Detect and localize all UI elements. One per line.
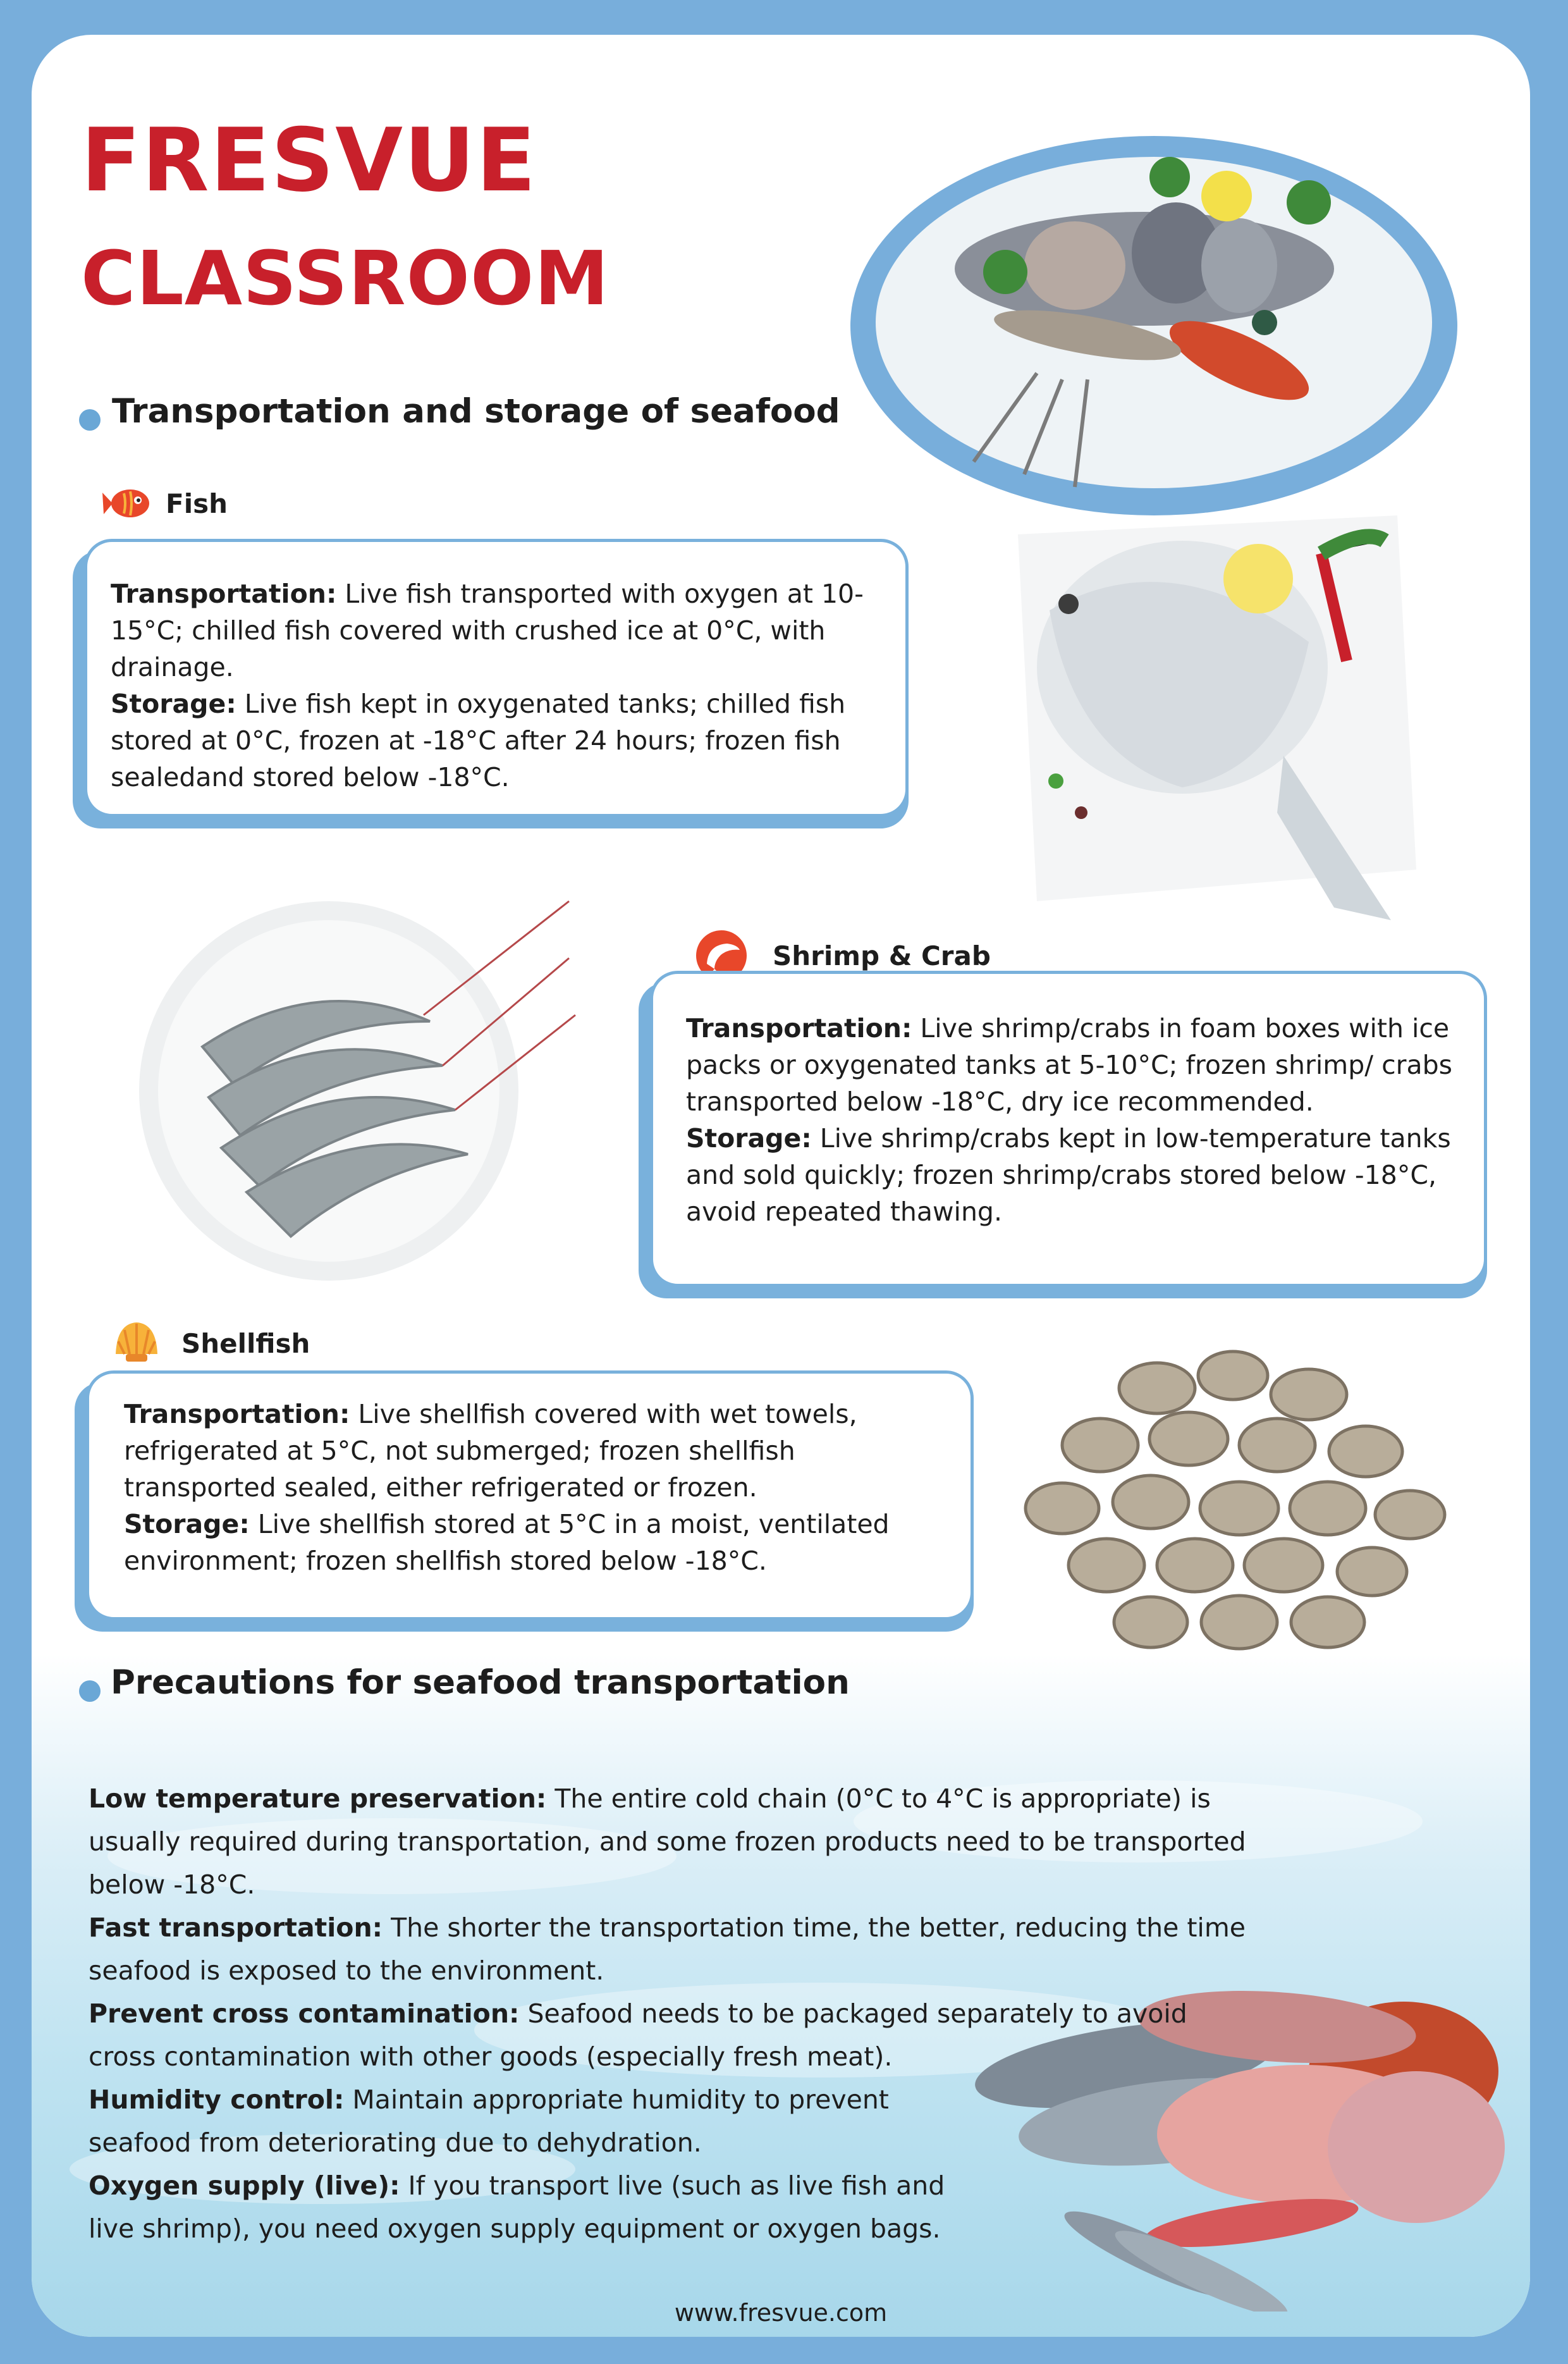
fish-transport-label: Transportation:	[111, 579, 337, 609]
shellfish-storage-label: Storage:	[124, 1509, 250, 1539]
clams-image	[1005, 1338, 1461, 1692]
precaution-item: Fast transportation: The shorter the transportation time, the better, reducing the time seafood is exposed to the environment.	[89, 1912, 1246, 1986]
content-card	[32, 35, 1530, 2337]
precaution-item: Humidity control: Maintain appropriate humidity to prevent seafood from deteriorating due to dehydration.	[89, 2084, 889, 2158]
category-fish	[101, 477, 228, 529]
category-label-shellfish: Shellfish	[181, 1327, 310, 1359]
shrimp-storage-label: Storage:	[686, 1123, 812, 1154]
shrimp-transport-label: Transportation:	[686, 1013, 912, 1043]
category-label-shrimp: Shrimp & Crab	[773, 940, 991, 971]
section-title-storage: Transportation and storage of seafood	[112, 392, 840, 431]
category-shellfish	[111, 1317, 310, 1369]
fish-icon	[101, 477, 153, 529]
precautions-list	[89, 1777, 1252, 2250]
fish-storage-label: Storage:	[111, 689, 236, 719]
shrimp-transport-text: Live shrimp/crabs in foam boxes with ice packs or oxygenated tanks at 5-10°C; frozen shrimp/ crabs transported below -18°C, dry ice recommended.	[686, 1013, 1453, 1117]
shellfish-transport-text: Live shellfish covered with wet towels, refrigerated at 5°C, not submerged; frozen shellfish transported sealed, either refrigerated or frozen.	[124, 1399, 857, 1503]
bullet-dot	[79, 1680, 101, 1702]
shellfish-info-box	[75, 1370, 974, 1620]
precaution-item: Prevent cross contamination: Seafood needs to be packaged separately to avoid cross contamination with other goods (especially fresh meat).	[89, 1998, 1187, 2072]
fish-storage-text: Live fish kept in oxygenated tanks; chilled fish stored at 0°C, frozen at -18°C after 24 hours; frozen fish sealedand stored below -18°C.	[111, 689, 846, 792]
website-url[interactable]: www.fresvue.com	[674, 2299, 888, 2327]
shrimp-storage-text: Live shrimp/crabs kept in low-temperature tanks and sold quickly; frozen shrimp/crabs stored below -18°C, avoid repeated thawing.	[686, 1123, 1451, 1227]
section-title-precautions: Precautions for seafood transportation	[111, 1663, 850, 1702]
shellfish-transport-label: Transportation:	[124, 1399, 350, 1429]
seafood-platter-image	[847, 133, 1461, 519]
precaution-item: Low temperature preservation: The entire cold chain (0°C to 4°C is appropriate) is usually required during transportation, and some frozen products need to be transported below -18°C.	[89, 1783, 1246, 1900]
brand-name: FRESVUE	[81, 109, 537, 211]
shrimp-plate-image	[126, 882, 582, 1325]
brand-subtitle: CLASSROOM	[81, 235, 609, 322]
bullet-dot	[79, 409, 101, 431]
pomfret-fish-image	[980, 515, 1416, 945]
brand-logo	[81, 109, 609, 322]
category-label-fish: Fish	[166, 488, 228, 519]
shrimp-info-box	[639, 971, 1487, 1287]
fish-info-box	[73, 539, 909, 817]
precaution-item: Oxygen supply (live): If you transport live (such as live fish and live shrimp), you need oxygen supply equipment or oxygen bags.	[89, 2170, 945, 2244]
fish-transport-text: Live fish transported with oxygen at 10-15°C; chilled fish covered with crushed ice at 0°C, with drainage.	[111, 579, 864, 682]
shellfish-storage-text: Live shellfish stored at 5°C in a moist, ventilated environment; frozen shellfish stored below -18°C.	[124, 1509, 890, 1576]
shell-icon	[111, 1317, 162, 1369]
